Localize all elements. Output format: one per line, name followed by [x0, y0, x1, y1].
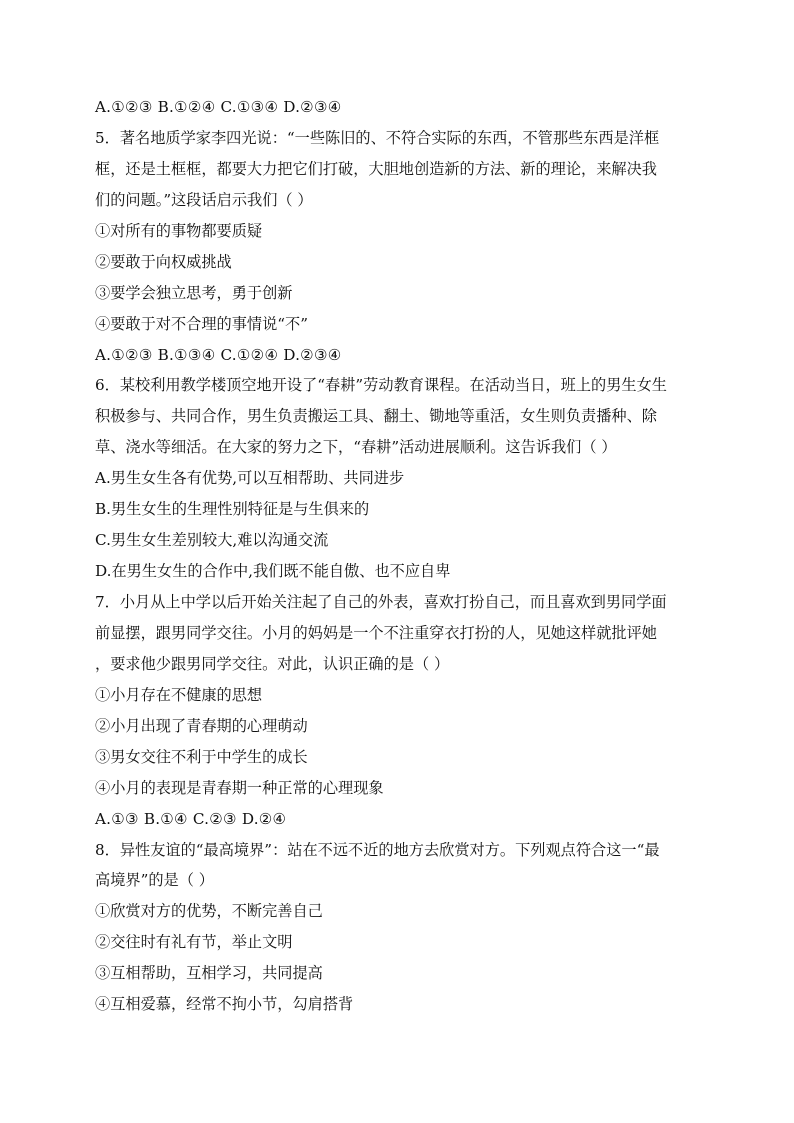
q7-statement-1: ①小月存在不健康的思想 — [95, 685, 263, 704]
q8-statement-3: ③互相帮助，互相学习，共同提高 — [95, 964, 323, 983]
q7-answer-options: A.①③ B.①④ C.②③ D.②④ — [95, 809, 287, 828]
q7-stem-line-1: 7．小月从上中学以后开始关注起了自己的外表，喜欢打扮自己，而且喜欢到男同学面 — [95, 593, 667, 611]
q7-statement-2: ②小月出现了青春期的心理萌动 — [95, 716, 308, 735]
q6-stem-line-1: 6．某校利用教学楼顶空地开设了“春耕”劳动教育课程。在活动当日，班上的男生女生 — [95, 376, 667, 395]
q6-option-b: B.男生女生的生理性别特征是与生俱来的 — [95, 500, 370, 519]
q8-statement-1: ①欣赏对方的优势，不断完善自己 — [95, 902, 323, 921]
q5-statement-4: ④要敢于对不合理的事情说“不” — [95, 314, 308, 333]
q5-stem-line-3: 们的问题。”这段话启示我们（ ） — [95, 190, 313, 209]
q8-stem-line-2: 高境界”的是（ ） — [95, 871, 214, 890]
q5-statement-3: ③要学会独立思考，勇于创新 — [95, 283, 293, 302]
q6-option-c: C.男生女生差别较大,难以沟通交流 — [95, 531, 329, 550]
q7-statement-3: ③男女交往不利于中学生的成长 — [95, 747, 308, 766]
q5-statement-1: ①对所有的事物都要质疑 — [95, 221, 263, 240]
question-text-block — [95, 92, 700, 1020]
q5-statement-2: ②要敢于向权威挑战 — [95, 252, 232, 271]
q6-option-a: A.男生女生各有优势,可以互相帮助、共同进步 — [95, 469, 405, 488]
q6-option-d: D.在男生女生的合作中,我们既不能自傲、也不应自卑 — [95, 562, 451, 581]
q5-stem-line-1: 5．著名地质学家李四光说：“一些陈旧的、不符合实际的东西，不管那些东西是洋框 — [95, 128, 660, 147]
q6-stem-line-3: 草、浇水等细活。在大家的努力之下，“春耕”活动进展顺利。这告诉我们（ ） — [95, 438, 617, 457]
q7-stem-line-3: ，要求他少跟男同学交往。对此，认识正确的是（ ） — [95, 654, 450, 673]
q8-statement-4: ④互相爱慕，经常不拘小节，勾肩搭背 — [95, 995, 354, 1014]
q5-stem-line-2: 框，还是土框框，都要大力把它们打破，大胆地创造新的方法、新的理论，来解决我 — [95, 159, 657, 178]
q4-answer-options: A.①②③ B.①②④ C.①③④ D.②③④ — [95, 98, 342, 116]
q7-statement-4: ④小月的表现是青春期一种正常的心理现象 — [95, 778, 384, 797]
q8-stem-line-1: 8．异性友谊的“最高境界”：站在不远不近的地方去欣赏对方。下列观点符合这一“最 — [95, 840, 660, 859]
q6-stem-line-2: 积极参与、共同合作，男生负责搬运工具、翻土、锄地等重活，女生则负责播种、除 — [95, 407, 657, 426]
q5-answer-options: A.①②③ B.①③④ C.①②④ D.②③④ — [95, 345, 342, 364]
q7-stem-line-2: 前显摆，跟男同学交往。小月的妈妈是一个不注重穿衣打扮的人，见她这样就批评她 — [95, 623, 657, 642]
q8-statement-2: ②交往时有礼有节，举止文明 — [95, 933, 293, 952]
